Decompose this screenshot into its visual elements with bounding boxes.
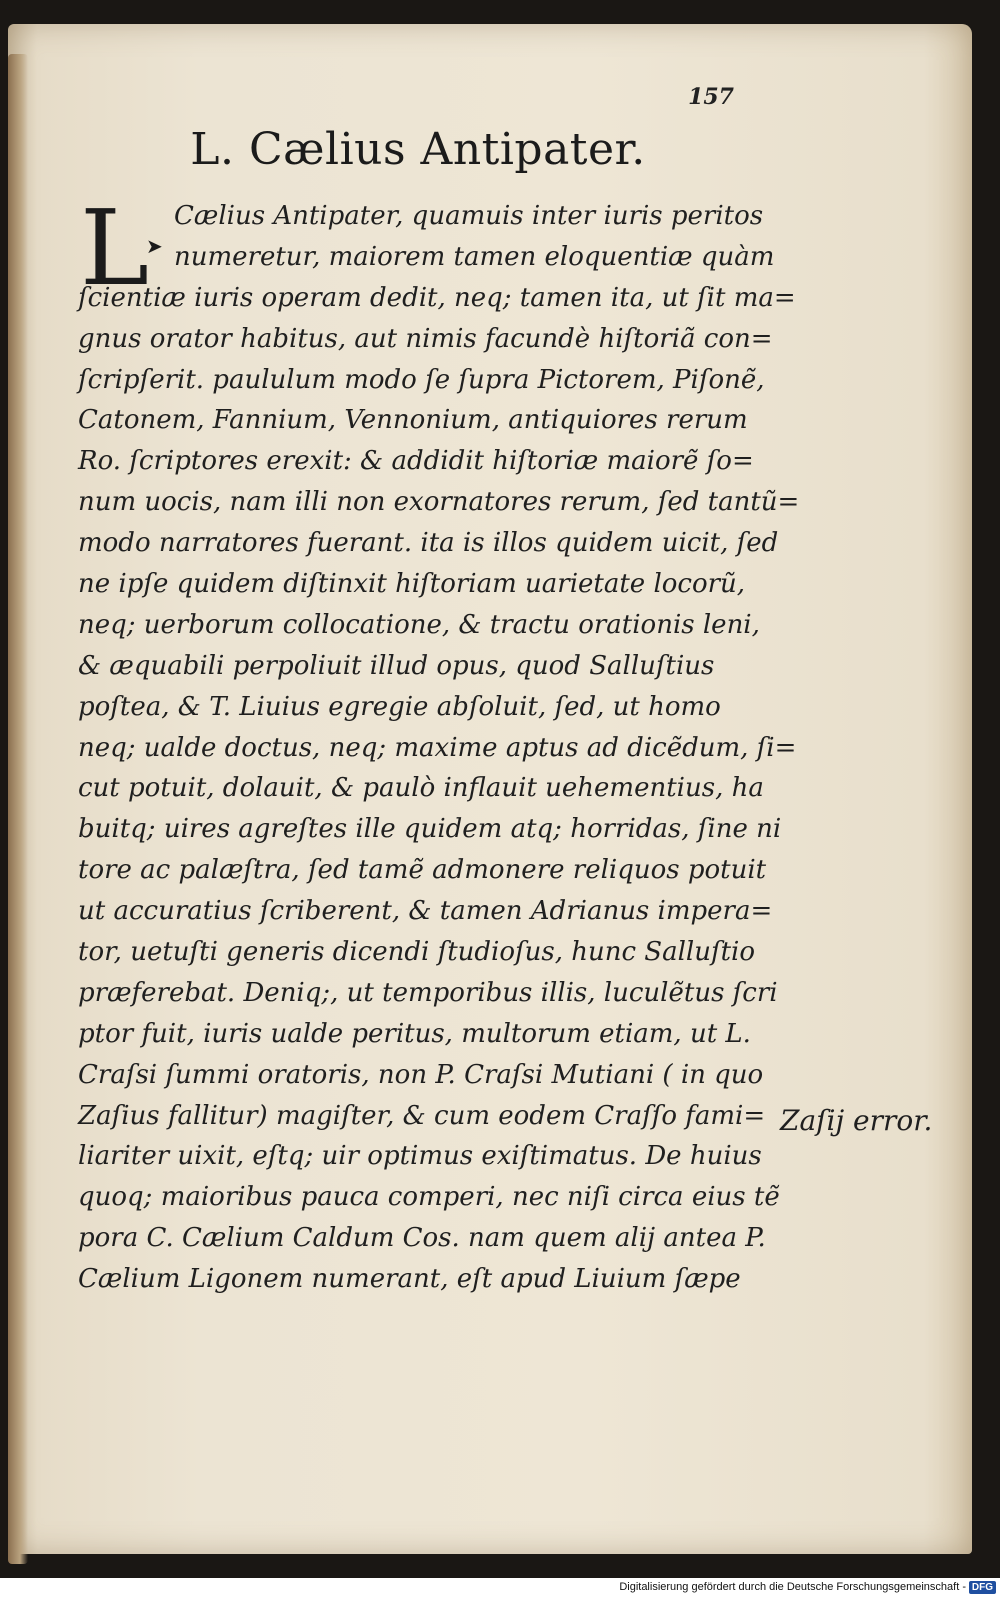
text-line: ptor fuit, iuris ualde peritus, multorum etiam, ut L. [78, 1018, 751, 1049]
text-line: neq; ualde doctus, neq; maxime aptus ad dicẽdum, ſi= [78, 732, 797, 763]
text-line: cut potuit, dolauit, & paulò inflauit uehementius, ha [78, 773, 764, 804]
paragraph-mark-icon: ➤ [146, 234, 163, 258]
text-line: neq; uerborum collocatione, & tractu orationis leni, [78, 609, 760, 640]
margin-note: Zaſij error. [780, 1104, 933, 1137]
body-text [78, 187, 800, 1300]
text-line: tor, uetuſti generis dicendi ſtudioſus, hunc Salluſtio [78, 937, 756, 968]
digitization-footer [0, 1578, 1000, 1600]
drop-cap-initial: L [80, 187, 150, 309]
text-line: Catonem, Fannium, Vennonium, antiquiores rerum [78, 405, 748, 436]
dfg-logo: DFG [969, 1581, 996, 1594]
text-line: Cælius Antipater, quamuis inter iuris peritos [174, 201, 764, 231]
funding-credit: Digitalisierung gefördert durch die Deutsche Forschungsgemeinschaft - [619, 1581, 966, 1593]
text-line: Ro. ſcriptores erexit: & addidit hiſtoriæ maiorẽ ſo= [78, 446, 754, 477]
text-line: ſcientiæ iuris operam dedit, neq; tamen ita, ut ſit ma= [78, 282, 796, 313]
page-number: 157 [688, 84, 734, 110]
text-line: tore ac palæſtra, ſed tamẽ admonere reliquos potuit [78, 855, 767, 886]
text-line: pora C. Cælium Caldum Cos. nam quem alij antea P. [78, 1223, 766, 1254]
text-line: num uocis, nam illi non exornatores rerum, ſed tantũ= [78, 487, 800, 518]
text-line: buitq; uires agreſtes ille quidem atq; horridas, ſine ni [78, 814, 782, 845]
text-line: liariter uixit, eſtq; uir optimus exiſtimatus. De huius [78, 1141, 762, 1172]
text-line: modo narratores fuerant. ita is illos quidem uicit, ſed [78, 528, 779, 559]
page-binding-edge [8, 54, 28, 1564]
chapter-title: L. Cælius Antipater. [190, 124, 646, 175]
text-line: & æquabili perpoliuit illud opus, quod Salluſtius [78, 650, 715, 681]
text-line: ut accuratius ſcriberent, & tamen Adrianus impera= [78, 896, 773, 927]
text-line: Craſsi ſummi oratoris, non P. Craſsi Mutiani ( in quo [78, 1059, 764, 1090]
book-page [8, 24, 972, 1554]
text-line: numeretur, maiorem tamen eloquentiæ quàm [174, 241, 775, 272]
text-line: præferebat. Deniq;, ut temporibus illis, luculẽtus ſcri [78, 977, 778, 1008]
text-line: quoq; maioribus pauca comperi, nec niſi circa eius tẽ [78, 1182, 780, 1213]
text-line: ne ipſe quidem diſtinxit hiſtoriam uarietate locorũ, [78, 569, 746, 600]
text-line: poſtea, & T. Liuius egregie abſoluit, ſed, ut homo [78, 691, 721, 722]
text-line: Zaſius fallitur) magiſter, & cum eodem Craſſo fami= [78, 1100, 766, 1131]
text-line: ſcripſerit. paululum modo ſe ſupra Pictorem, Piſonẽ, [78, 364, 765, 395]
text-line: gnus orator habitus, aut nimis facundè hiſtoriã con= [78, 323, 773, 354]
text-line: Cælium Ligonem numerant, eſt apud Liuium ſæpe [78, 1264, 741, 1295]
